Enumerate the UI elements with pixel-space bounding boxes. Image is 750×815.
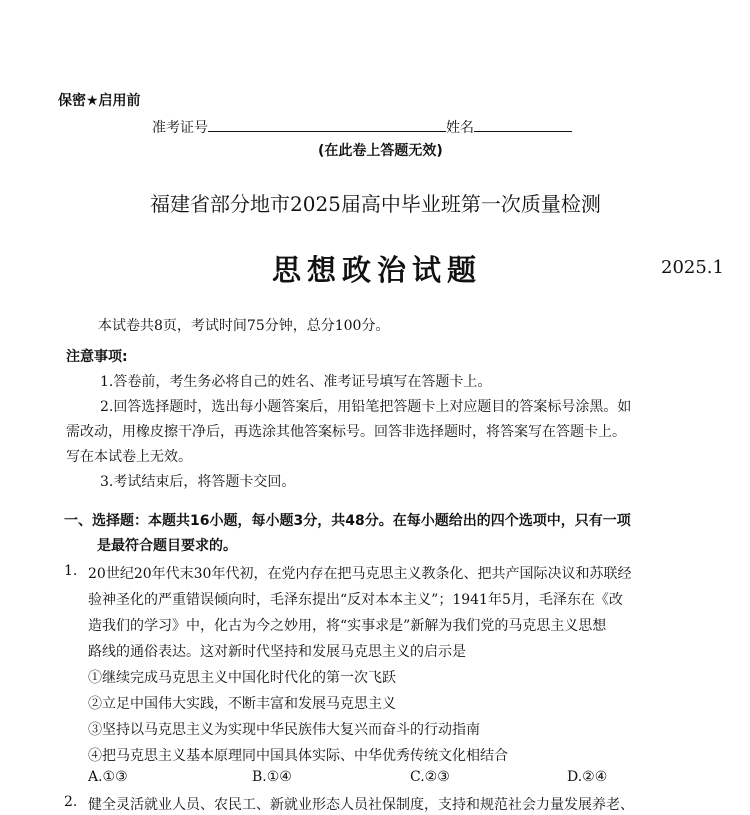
note-2-line-3: 写在本试卷上无效。 [66, 449, 192, 465]
exam-id-blank [208, 117, 446, 132]
confidential-mark: 保密★启用前 [58, 93, 141, 109]
subject-title: 思想政治试题 [272, 253, 483, 287]
question-1-option-d: D.②④ [567, 769, 608, 785]
note-3: 3.考试结束后，将答题卡交回。 [100, 474, 296, 490]
question-1-option-b: B.①④ [252, 769, 292, 785]
question-1-statement-2: ②立足中国伟大实践，不断丰富和发展马克思主义 [88, 696, 396, 712]
question-1-statement-3: ③坚持以马克思主义为实现中华民族伟大复兴而奋斗的行动指南 [88, 722, 480, 738]
invalid-note: (在此卷上答题无效) [318, 143, 443, 159]
question-1-line-2: 验神圣化的严重错误倾向时，毛泽东提出“反对本本主义”；1941年5月，毛泽东在《改 [88, 592, 623, 608]
exam-id-label: 准考证号 [152, 120, 208, 136]
question-1-statement-4: ④把马克思主义基本原理同中国具体实际、中华优秀传统文化相结合 [88, 748, 508, 764]
question-1-line-4: 路线的通俗表达。这对新时代坚持和发展马克思主义的启示是 [88, 644, 466, 660]
section-heading-line-1: 一、选择题：本题共16小题，每小题3分，共48分。在每小题给出的四个选项中，只有一项 [64, 513, 631, 529]
exam-id-row [152, 117, 572, 137]
question-1-option-a: A.①③ [88, 769, 128, 785]
question-2-number: 2. [64, 794, 78, 810]
question-1-statement-1: ①继续完成马克思主义中国化时代化的第一次飞跃 [88, 670, 396, 686]
question-1-line-3: 造我们的学习》中，化古为今之妙用，将“实事求是”新解为我们党的马克思主义思想 [88, 618, 607, 634]
exam-title: 福建省部分地市2025届高中毕业班第一次质量检测 [150, 192, 601, 216]
notes-heading: 注意事项: [66, 349, 128, 365]
question-1-number: 1. [64, 563, 78, 579]
question-1-line-1: 20世纪20年代末30年代初，在党内存在把马克思主义教条化、把共产国际决议和苏联经 [88, 566, 632, 582]
question-1-option-c: C.②③ [410, 769, 450, 785]
note-1: 1.答卷前，考生务必将自己的姓名、准考证号填写在答题卡上。 [100, 374, 492, 390]
section-heading-line-2: 是最符合题目要求的。 [97, 538, 237, 554]
name-label: 姓名 [446, 120, 474, 136]
exam-date: 2025.1 [661, 257, 724, 278]
note-2-line-1: 2.回答选择题时，选出每小题答案后，用铅笔把答题卡上对应题目的答案标号涂黑。如 [100, 399, 632, 415]
note-2-line-2: 需改动，用橡皮擦干净后，再选涂其他答案标号。回答非选择题时，将答案写在答题卡上。 [66, 424, 626, 440]
exam-intro: 本试卷共8页，考试时间75分钟，总分100分。 [98, 318, 390, 334]
question-2-line-1: 健全灵活就业人员、农民工、新就业形态人员社保制度，支持和规范社会力量发展养老、 [88, 797, 634, 813]
name-blank [474, 117, 572, 132]
